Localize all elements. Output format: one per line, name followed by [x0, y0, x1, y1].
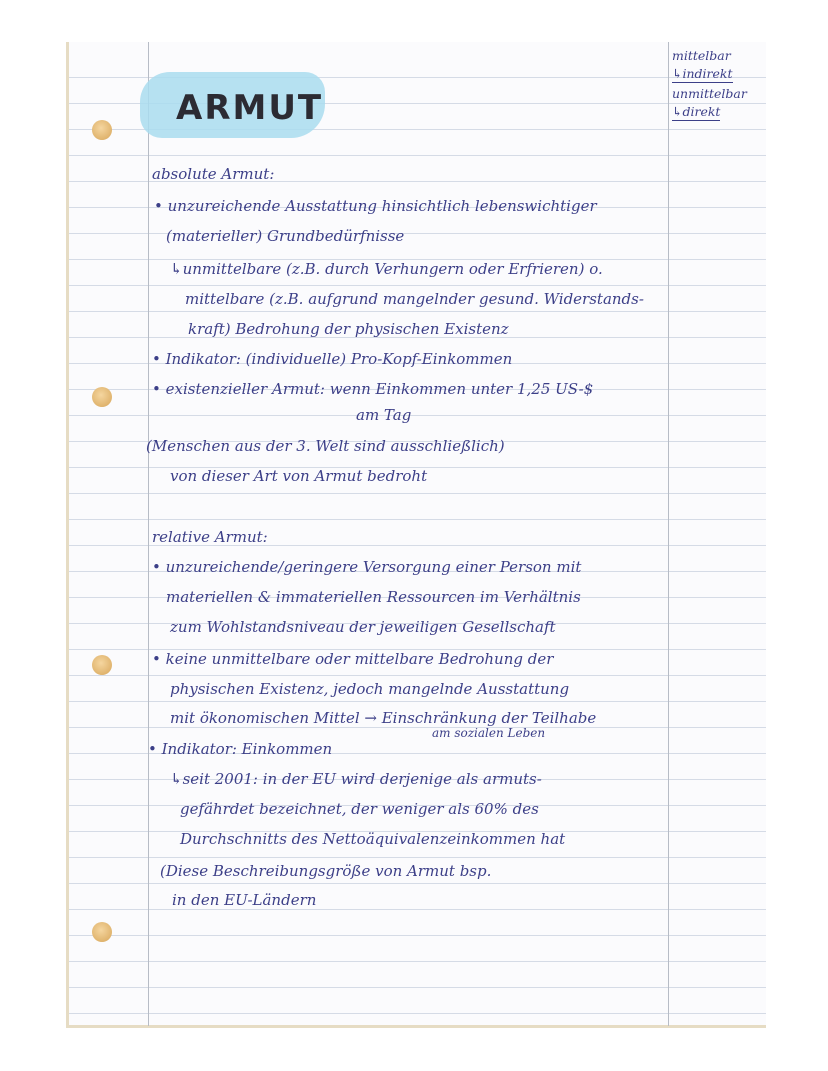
sidenote-line: ↳indirekt [672, 66, 733, 81]
note-line: physischen Existenz, jedoch mangelnde Ausstattung [170, 680, 570, 698]
note-line: gefährdet bezeichnet, der weniger als 60% des [180, 800, 539, 818]
note-line: • Indikator: (individuelle) Pro-Kopf-Einkommen [152, 350, 513, 368]
section-heading-absolute: absolute Armut: [152, 165, 275, 183]
page-title: ARMUT [176, 88, 324, 128]
punch-hole [92, 922, 112, 942]
note-line: mittelbare (z.B. aufgrund mangelnder gesund. Widerstands- [185, 290, 644, 308]
note-line: • unzureichende Ausstattung hinsichtlich lebenswichtiger [154, 197, 597, 215]
note-line: am Tag [356, 406, 412, 424]
note-line: von dieser Art von Armut bedroht [170, 467, 428, 485]
note-line: (Menschen aus der 3. Welt sind ausschließlich) [146, 437, 505, 455]
note-line: ↳unmittelbare (z.B. durch Verhungern oder Erfrieren) o. [170, 260, 603, 278]
section-heading-relative: relative Armut: [152, 528, 268, 546]
note-line: • Indikator: Einkommen [148, 740, 333, 758]
note-line: am sozialen Leben [432, 726, 546, 740]
note-line: • existenzieller Armut: wenn Einkommen unter 1,25 US-$ [152, 380, 594, 398]
sidenote-line: unmittelbar [672, 86, 747, 101]
note-line: kraft) Bedrohung der physischen Existenz [188, 320, 509, 338]
note-line: mit ökonomischen Mittel → Einschränkung der Teilhabe [170, 709, 597, 727]
note-line: in den EU-Ländern [172, 891, 317, 909]
punch-hole [92, 655, 112, 675]
note-line: (Diese Beschreibungsgröße von Armut bsp. [160, 862, 492, 880]
note-line: • keine unmittelbare oder mittelbare Bedrohung der [152, 650, 554, 668]
left-margin-line [148, 42, 149, 1026]
note-line: zum Wohlstandsniveau der jeweiligen Gesellschaft [170, 618, 556, 636]
note-line: (materieller) Grundbedürfnisse [166, 227, 405, 245]
right-margin-line [668, 42, 669, 1026]
sidenote-line: ↳direkt [672, 104, 721, 119]
note-line: materiellen & immateriellen Ressourcen im Verhältnis [166, 588, 581, 606]
punch-hole [92, 387, 112, 407]
note-line: Durchschnitts des Nettoäquivalenzeinkommen hat [180, 830, 566, 848]
sidenote-line: mittelbar [672, 48, 731, 63]
note-line: • unzureichende/geringere Versorgung einer Person mit [152, 558, 582, 576]
note-line: ↳seit 2001: in der EU wird derjenige als armuts- [170, 770, 542, 788]
punch-hole [92, 120, 112, 140]
